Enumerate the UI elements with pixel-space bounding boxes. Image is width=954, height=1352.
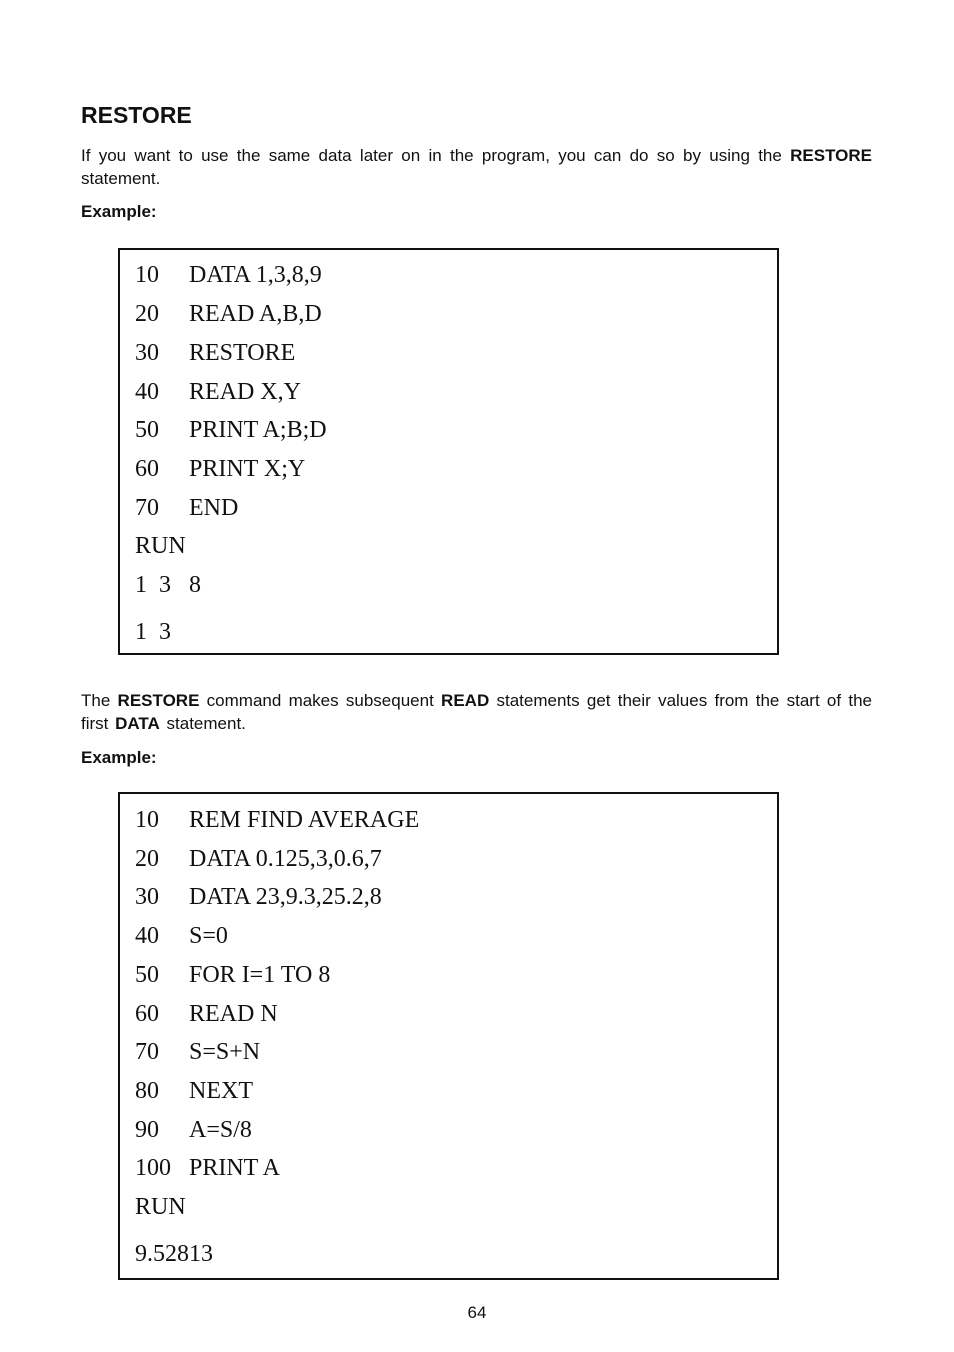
line-number: 60 xyxy=(135,456,159,482)
page-number: 64 xyxy=(467,1303,487,1322)
code-line xyxy=(135,378,301,406)
restore-keyword: RESTORE xyxy=(117,691,200,710)
explanation-text: command makes subsequent xyxy=(199,691,442,710)
code-line xyxy=(135,1000,278,1028)
code-statement: PRINT A;B;D xyxy=(189,417,327,443)
code-line xyxy=(135,1116,252,1144)
code-line xyxy=(135,339,295,367)
program-output: 1 3 xyxy=(135,619,171,645)
code-statement: DATA 23,9.3,25.2,8 xyxy=(189,884,382,910)
line-number: 50 xyxy=(135,962,159,988)
line-number: 40 xyxy=(135,379,159,405)
code-statement: DATA 1,3,8,9 xyxy=(189,262,322,288)
restore-keyword: RESTORE xyxy=(790,146,872,165)
explanation-text: statement. xyxy=(159,714,246,733)
explanation-text: The xyxy=(81,691,118,710)
code-statement: DATA 0.125,3,0.6,7 xyxy=(189,846,382,872)
code-line xyxy=(135,300,322,328)
explanation-paragraph xyxy=(81,689,872,735)
line-number: 30 xyxy=(135,340,159,366)
code-statement: PRINT A xyxy=(189,1155,280,1181)
code-statement: READ A,B,D xyxy=(189,301,322,327)
line-number: 70 xyxy=(135,1039,159,1065)
code-example-1 xyxy=(118,248,779,655)
line-number: 20 xyxy=(135,301,159,327)
code-line xyxy=(135,806,419,834)
code-statement: END xyxy=(189,495,239,521)
code-statement: S=S+N xyxy=(189,1039,261,1065)
code-line xyxy=(135,1077,253,1105)
code-line xyxy=(135,261,322,289)
example-label: Example: xyxy=(81,748,157,767)
program-output: 1 3 8 xyxy=(135,572,201,598)
explanation-text: statements get their values from the start of the first xyxy=(81,691,872,733)
line-number: 40 xyxy=(135,923,159,949)
code-statement: RESTORE xyxy=(189,340,296,366)
run-command: RUN xyxy=(135,1194,186,1220)
code-line xyxy=(135,1154,280,1182)
code-statement: A=S/8 xyxy=(189,1117,252,1143)
line-number: 10 xyxy=(135,262,159,288)
code-line xyxy=(135,961,330,989)
code-example-2 xyxy=(118,792,779,1280)
code-line xyxy=(135,494,238,522)
data-keyword: DATA xyxy=(115,714,160,733)
line-number: 10 xyxy=(135,807,159,833)
line-number: 30 xyxy=(135,884,159,910)
intro-text-1: If you want to use the same data later on in the program, you can do so by using the xyxy=(81,146,791,165)
program-output: 9.52813 xyxy=(135,1241,213,1267)
run-command: RUN xyxy=(135,533,186,559)
code-statement: NEXT xyxy=(189,1078,253,1104)
line-number: 100 xyxy=(135,1155,171,1181)
code-line xyxy=(135,1038,260,1066)
code-line xyxy=(135,922,228,950)
code-statement: READ N xyxy=(189,1001,278,1027)
code-line xyxy=(135,883,382,911)
line-number: 50 xyxy=(135,417,159,443)
code-statement: REM FIND AVERAGE xyxy=(189,807,420,833)
code-statement: READ X,Y xyxy=(189,379,301,405)
read-keyword: READ xyxy=(441,691,490,710)
line-number: 90 xyxy=(135,1117,159,1143)
code-line xyxy=(135,455,305,483)
intro-paragraph xyxy=(81,144,872,190)
code-statement: PRINT X;Y xyxy=(189,456,306,482)
line-number: 20 xyxy=(135,846,159,872)
code-line xyxy=(135,845,382,873)
example-label: Example: xyxy=(81,202,157,221)
line-number: 60 xyxy=(135,1001,159,1027)
line-number: 70 xyxy=(135,495,159,521)
intro-text-2: statement. xyxy=(81,169,161,188)
line-number: 80 xyxy=(135,1078,159,1104)
code-statement: FOR I=1 TO 8 xyxy=(189,962,331,988)
code-statement: S=0 xyxy=(189,923,228,949)
section-heading: RESTORE xyxy=(81,102,192,128)
code-line xyxy=(135,416,327,444)
